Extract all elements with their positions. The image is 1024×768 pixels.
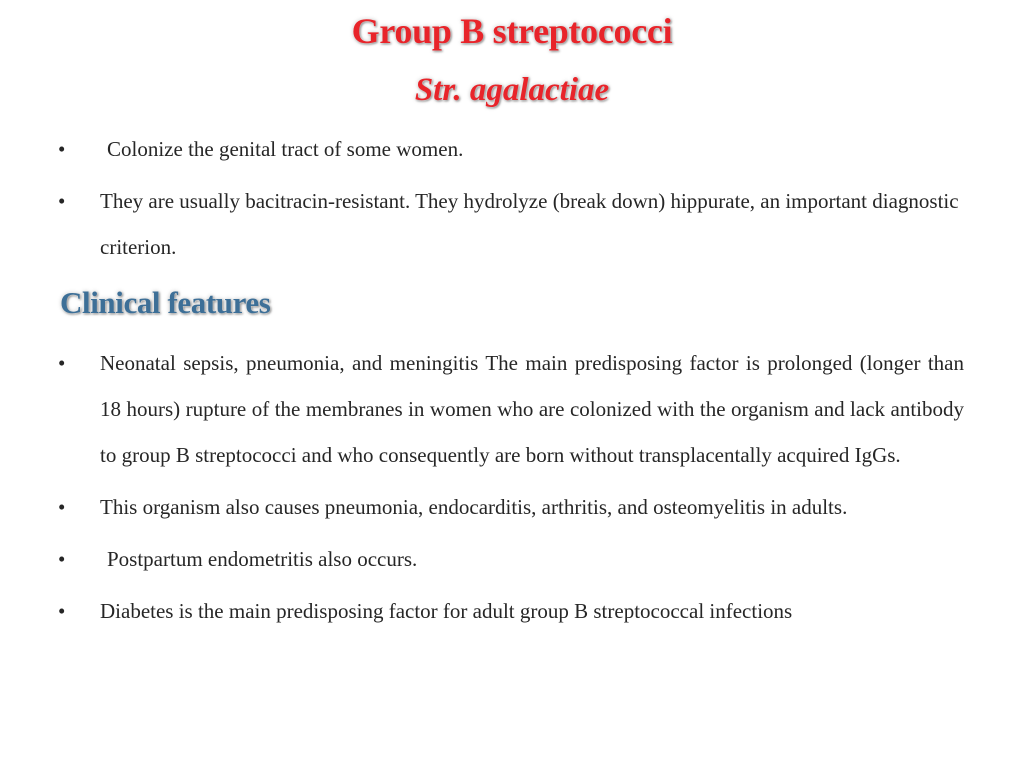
bullet-icon: • — [58, 547, 66, 571]
bullet-text: Neonatal sepsis, pneumonia, and meningitis The main predisposing factor is prolonged (longer than 18 hours) rupture of the membranes in women who are colonized with the organism and lack antibody to group B streptococci and who consequently are born without transplacentally acquired IgGs. — [100, 351, 964, 467]
list-item — [0, 536, 1024, 582]
list-item — [0, 178, 1024, 270]
list-item — [0, 126, 1024, 172]
slide-title: Group B streptococci — [351, 11, 673, 51]
bullet-icon: • — [58, 189, 66, 213]
list-item — [0, 588, 1024, 634]
section-heading: Clinical features — [60, 285, 271, 320]
list-item — [0, 340, 1024, 478]
bullet-text: Diabetes is the main predisposing factor for adult group B streptococcal infections — [100, 599, 793, 623]
bullet-text: Postpartum endometritis also occurs. — [107, 547, 418, 571]
bullet-icon: • — [58, 599, 66, 623]
list-item — [0, 484, 1024, 530]
bullet-text: They are usually bacitracin-resistant. They hydrolyze (break down) hippurate, an important diagnostic criterion. — [100, 189, 959, 259]
slide-subtitle: Str. agalactiae — [414, 72, 610, 108]
bullet-text: Colonize the genital tract of some women. — [107, 137, 464, 161]
bullet-icon: • — [58, 137, 66, 161]
intro-bullet-list — [0, 126, 1024, 270]
clinical-bullet-list — [0, 340, 1024, 634]
bullet-icon: • — [58, 351, 66, 375]
bullet-icon: • — [58, 495, 66, 519]
bullet-text: This organism also causes pneumonia, endocarditis, arthritis, and osteomyelitis in adults. — [100, 495, 848, 519]
